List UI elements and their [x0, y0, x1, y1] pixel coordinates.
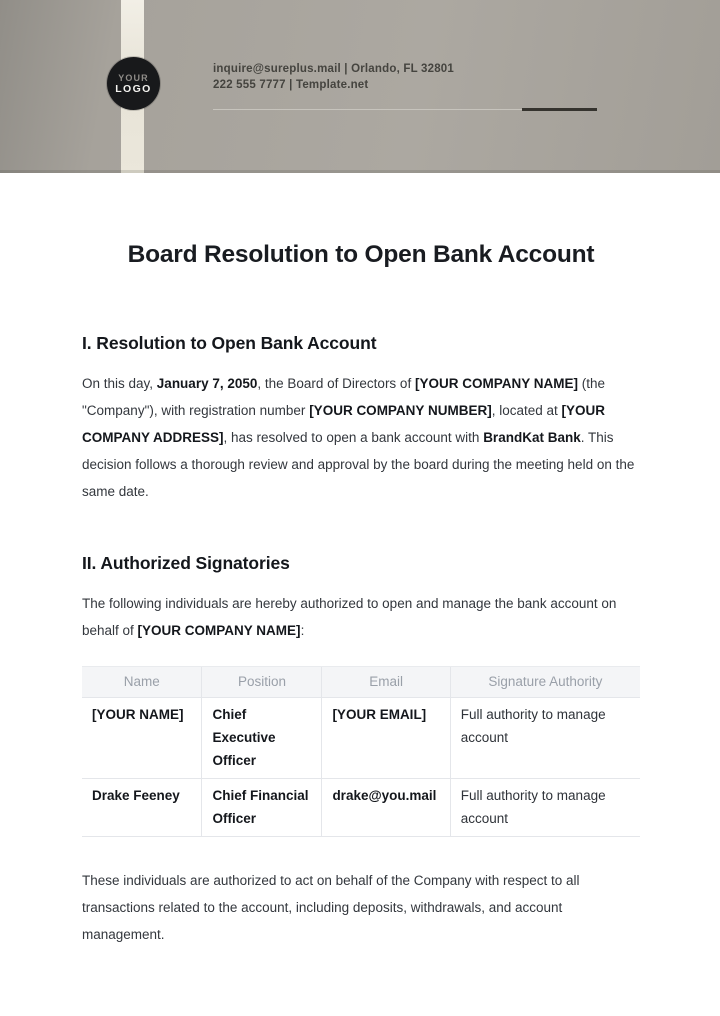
table-cell: Chief Financial Officer: [202, 779, 322, 837]
section-heading-resolution: I. Resolution to Open Bank Account: [82, 333, 377, 353]
document-body: [0, 173, 720, 948]
company-logo: [107, 57, 160, 110]
table-cell: Full authority to manage account: [450, 779, 640, 837]
table-row: [82, 698, 640, 779]
divider-line: [213, 109, 597, 110]
section-resolution: [82, 332, 640, 505]
resolution-paragraph: On this day, January 7, 2050, the Board of Directors of [YOUR COMPANY NAME] (the "Company"), with registration number [YOUR COMPANY NUMBER], located at [YOUR COMPANY ADDRESS], has resolved to open a bank account with BrandKat Bank. This decision follows a thorough review and approval by the board during the meeting held on the same date.: [82, 376, 635, 499]
table-cell: [YOUR NAME]: [82, 698, 202, 779]
section-heading-signatories: II. Authorized Signatories: [82, 553, 290, 573]
column-header-email: Email: [322, 667, 450, 698]
column-header-signature-authority: Signature Authority: [450, 667, 640, 698]
signatories-table-body: [82, 698, 640, 837]
contact-info: [213, 61, 454, 93]
table-cell: [YOUR EMAIL]: [322, 698, 450, 779]
column-header-name: Name: [82, 667, 202, 698]
section-signatories: [82, 552, 640, 948]
table-header-row: [82, 667, 640, 698]
contact-line-2: 222 555 7777 | Template.net: [213, 79, 369, 91]
contact-line-1: inquire@sureplus.mail | Orlando, FL 32801: [213, 63, 454, 75]
signatories-intro-paragraph: The following individuals are hereby authorized to open and manage the bank account on behalf of [YOUR COMPANY NAME]:: [82, 596, 617, 638]
page-title: Board Resolution to Open Bank Account: [127, 241, 595, 268]
table-cell: drake@you.mail: [322, 779, 450, 837]
table-cell: Full authority to manage account: [450, 698, 640, 779]
signatories-table: [82, 666, 640, 837]
table-cell: Chief Executive Officer: [202, 698, 322, 779]
table-row: [82, 779, 640, 837]
column-header-position: Position: [202, 667, 322, 698]
logo-text-bottom: LOGO: [115, 82, 152, 95]
divider-accent: [522, 108, 597, 111]
letterhead: [0, 0, 720, 173]
logo-text-top: YOUR: [118, 72, 149, 83]
table-cell: Drake Feeney: [82, 779, 202, 837]
closing-paragraph: These individuals are authorized to act on behalf of the Company with respect to all transactions related to the account, including deposits, withdrawals, and account management.: [82, 873, 580, 942]
